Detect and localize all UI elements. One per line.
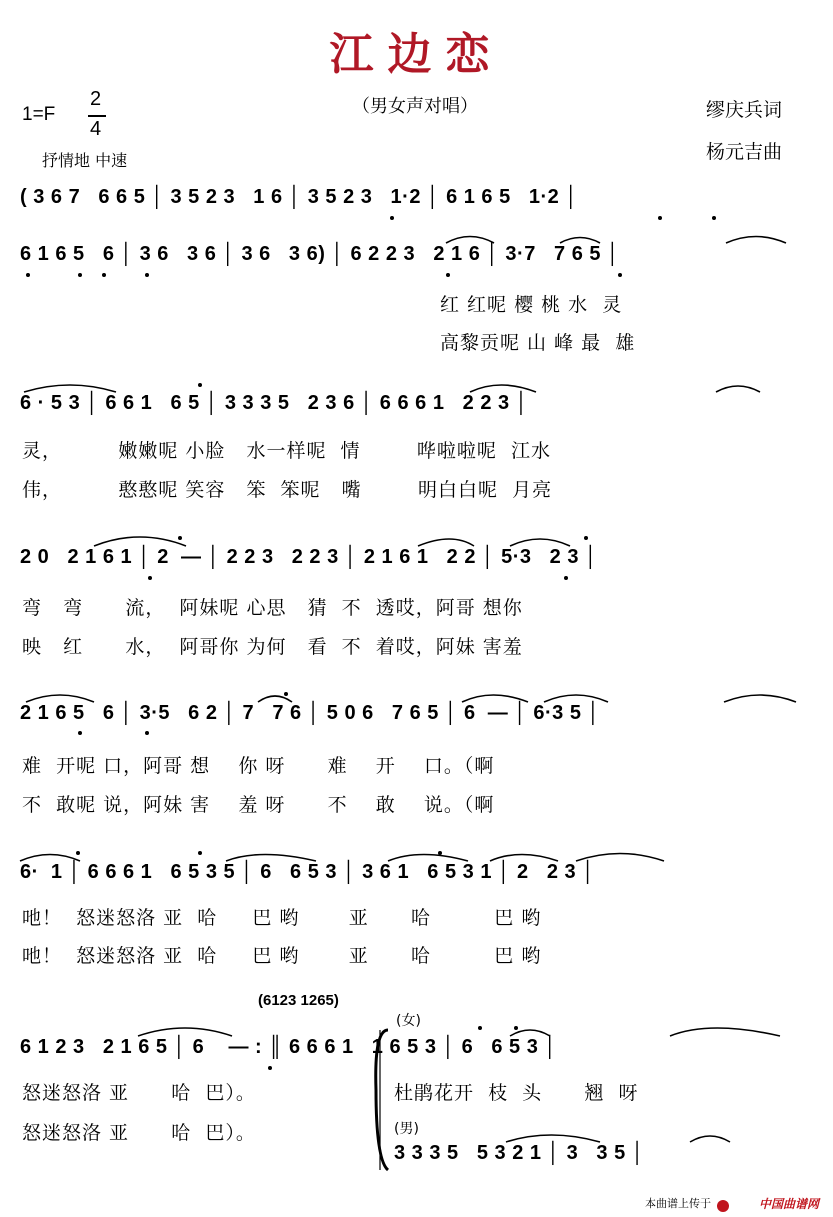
- female-voice-label: (女): [396, 1013, 421, 1029]
- key-signature: 1=F: [22, 104, 56, 125]
- alternate-ending: (6123 1265): [258, 992, 339, 1009]
- lyricist: 缪庆兵词: [706, 99, 783, 121]
- notation-row-3: 6 · 5 3 │ 6 6 1 6 5 │ 3 3 3 5 2 3 6 │ 6 6 6 1 2 2 3 │: [20, 392, 529, 414]
- lyrics-row2-verse2: 高黎贡呢 山 峰 最 雄: [440, 332, 636, 354]
- tempo-marking: 抒情地 中速: [42, 151, 128, 170]
- site-logo-icon: [717, 1200, 729, 1212]
- notation-row-5: 2 1 6 5 6 │ 3·5 6 2 │ 7 7 6 │ 5 0 6 7 6 5 │ 6 — │ 6·3 5 │: [20, 702, 601, 724]
- notation-row-6: 6· 1 │ 6 6 6 1 6 5 3 5 │ 6 6 5 3 │ 3 6 1 6 5 3 1 │ 2 2 3 │: [20, 861, 596, 883]
- male-voice-label: (男): [394, 1121, 419, 1137]
- lyrics-row6-verse2: 吔！ 怒迷怒洛 亚 哈 巴 哟 亚 哈 巴 哟: [22, 945, 542, 967]
- lyrics-row4-verse2: 映 红 水， 阿哥你 为何 看 不 着哎，阿妹 害羞: [22, 636, 523, 658]
- lyrics-row7-verse1: 怒迷怒洛 亚 哈 巴）。: [22, 1082, 256, 1104]
- lyrics-row2-verse1: 红 红呢 樱 桃 水 灵: [440, 294, 623, 316]
- time-denominator: 4: [90, 118, 102, 140]
- notation-row-7: 6 1 2 3 2 1 6 5 │ 6 — : ║ 6 6 6 1 1 6 5 3 │ 6 6 5 3 │: [20, 1036, 558, 1058]
- subtitle: （男女声对唱）: [352, 96, 478, 117]
- site-name: 中国曲谱网: [758, 1197, 819, 1211]
- lyrics-row4-verse1: 弯 弯 流， 阿妹呢 心思 猜 不 透哎，阿哥 想你: [22, 597, 523, 619]
- lyrics-row5-verse1: 难 开呢 口，阿哥 想 你 呀 难 开 口。（啊: [22, 755, 495, 777]
- notation-row-2: 6 1 6 5 6 │ 3 6 3 6 │ 3 6 3 6) │ 6 2 2 3 2 1 6 │ 3·7 7 6 5 │: [20, 243, 621, 265]
- time-numerator: 2: [90, 88, 102, 110]
- notation-row-1: ( 3 6 7 6 6 5 │ 3 5 2 3 1 6 │ 3 5 2 3 1·2 │ 6 1 6 5 1·2 │: [20, 186, 579, 208]
- composer: 杨元吉曲: [706, 141, 783, 163]
- lyrics-row6-verse1: 吔！ 怒迷怒洛 亚 哈 巴 哟 亚 哈 巴 哟: [22, 907, 542, 929]
- footer-upload-text: 本曲谱上传于: [645, 1197, 711, 1210]
- notation-row-8: 3 3 3 5 5 3 2 1 │ 3 3 5 │: [394, 1142, 645, 1164]
- lyrics-row7-verse2: 怒迷怒洛 亚 哈 巴）。: [22, 1122, 256, 1144]
- song-title: 江边恋: [329, 29, 504, 80]
- lyrics-row3-verse1: 灵， 嫩嫩呢 小脸 水一样呢 情 哗啦啦呢 江水: [22, 440, 551, 462]
- lyrics-row7-female: 杜鹃花开 枝 头 翘 呀: [394, 1082, 639, 1104]
- notation-row-4: 2 0 2 1 6 1 │ 2 — │ 2 2 3 2 2 3 │ 2 1 6 1 2 2 │ 5·3 2 3 │: [20, 546, 599, 568]
- lyrics-row3-verse2: 伟， 憨憨呢 笑容 笨 笨呢 嘴 明白白呢 月亮: [22, 479, 553, 501]
- lyrics-row5-verse2: 不 敢呢 说，阿妹 害 羞 呀 不 敢 说。（啊: [22, 794, 495, 816]
